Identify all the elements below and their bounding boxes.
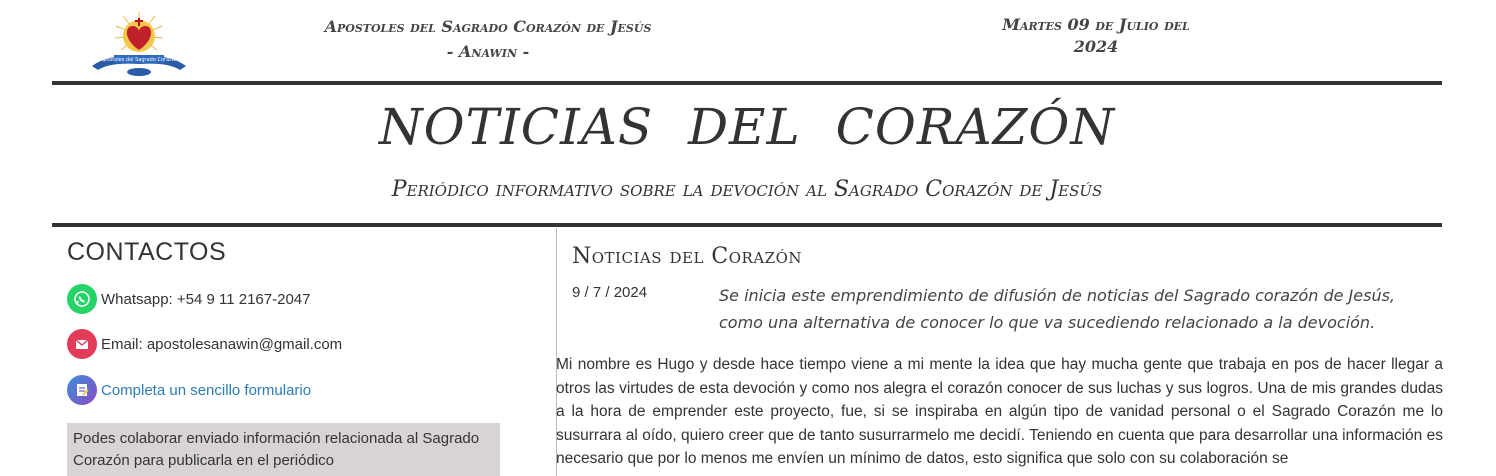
header-date: Martes 09 de Julio del 2024 <box>1002 15 1190 56</box>
email-icon <box>67 329 97 359</box>
organization-name <box>323 14 653 64</box>
article-title: Noticias del Corazón <box>572 244 803 269</box>
masthead-title: NOTICIAS DEL CORAZÓN <box>378 98 1116 156</box>
news-article <box>556 228 1446 476</box>
article-date: 9 / 7 / 2024 <box>572 284 648 301</box>
form-contact[interactable] <box>67 375 311 405</box>
top-header <box>0 0 1496 82</box>
contacts-sidebar <box>52 228 556 476</box>
contacts-title: CONTACTOS <box>67 238 227 266</box>
masthead-divider <box>52 223 1442 227</box>
whatsapp-text: Whatsapp: +54 9 11 2167-2047 <box>101 290 311 308</box>
whatsapp-icon <box>67 284 97 314</box>
form-icon <box>67 375 97 405</box>
top-divider <box>52 81 1442 85</box>
email-contact[interactable] <box>67 329 342 359</box>
org-name: Apostoles del Sagrado Corazón de Jesús <box>324 17 652 36</box>
collaborate-box: Podes colaborar enviado información relacionada al Sagrado Corazón para publicarla en el periódico <box>67 423 500 476</box>
form-link[interactable]: Completa un sencillo formulario <box>101 381 312 399</box>
org-sub: - Anawin - <box>446 42 530 61</box>
sacred-heart-logo <box>88 10 190 78</box>
whatsapp-contact[interactable] <box>67 284 310 314</box>
article-body: Mi nombre es Hugo y desde hace tiempo viene a mi mente la idea que hay mucha gente que trabaja en pos de hacer llegar a otros las virtudes de esta devoción y como nos alegra el corazón conocer de sus luchas y sus logros. Una de mis grandes dudas a la hora de emprender este proyecto, fue, si se inspiraba en algún tipo de vanidad personal o el Sagrado Corazón me lo susurrara al oído, quiero creer que de tanto susurrarmelo me decidí. Teniendo en cuenta que para desarrollar una información es necesario que por lo menos me envíen un mínimo de datos, esto significa que solo con su colaboración se <box>556 356 1443 467</box>
svg-text:Apostoles del Sagrado Corazón: Apostoles del Sagrado Corazón <box>99 57 179 63</box>
article-lead: Se inicia este emprendimiento de difusión de noticias del Sagrado corazón de Jesús, como una alternativa de conocer lo que va sucediendo relacionado a la devoción. <box>719 286 1395 332</box>
masthead-subtitle: Periódico informativo sobre la devoción al Sagrado Corazón de Jesús <box>391 177 1103 202</box>
email-text: Email: apostolesanawin@gmail.com <box>101 335 343 353</box>
